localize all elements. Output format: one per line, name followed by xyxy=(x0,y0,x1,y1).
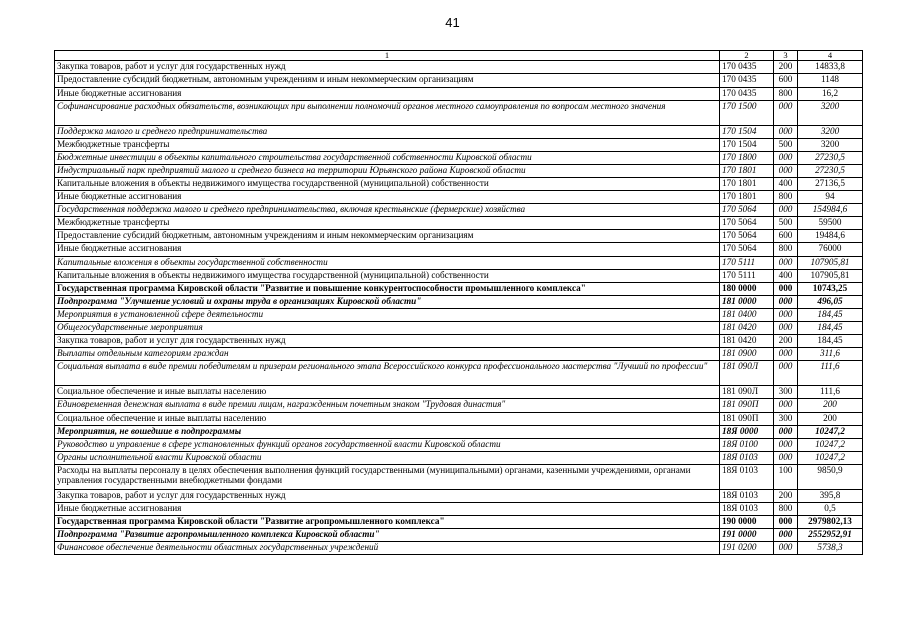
row-name-cell: Индустриальный парк предприятий малого и среднего бизнеса на территории Юрьянского района Кировской области xyxy=(55,164,720,177)
row-code-cell: 170 1801 xyxy=(720,178,774,191)
table-row xyxy=(55,516,863,529)
table-row xyxy=(55,230,863,243)
table-row xyxy=(55,87,863,100)
row-name-cell: Социальное обеспечение и иные выплаты населению xyxy=(55,386,720,399)
row-sum-cell: 19484,6 xyxy=(798,230,863,243)
row-code-cell: 170 0435 xyxy=(720,74,774,87)
row-kvr-cell: 000 xyxy=(774,100,798,125)
row-kvr-cell: 000 xyxy=(774,348,798,361)
row-code-cell: 170 5064 xyxy=(720,230,774,243)
table-row xyxy=(55,542,863,555)
row-code-cell: 170 5111 xyxy=(720,256,774,269)
row-code-cell: 181 090П xyxy=(720,412,774,425)
row-name-cell: Закупка товаров, работ и услуг для государственных нужд xyxy=(55,335,720,348)
table-row xyxy=(55,217,863,230)
row-name-cell: Бюджетные инвестиции в объекты капитального строительства государственной собственности Кировской области xyxy=(55,151,720,164)
table-row xyxy=(55,178,863,191)
row-name-cell: Расходы на выплаты персоналу в целях обеспечения выполнения функций государственными (муниципальными) органами, казенными учреждениями, органами управления государственными внебюджетными фондами xyxy=(55,464,720,489)
table-row xyxy=(55,282,863,295)
row-kvr-cell: 300 xyxy=(774,386,798,399)
row-kvr-cell: 000 xyxy=(774,125,798,138)
row-sum-cell: 27230,5 xyxy=(798,151,863,164)
row-sum-cell: 3200 xyxy=(798,100,863,125)
row-name-cell: Выплаты отдельным категориям граждан xyxy=(55,348,720,361)
row-kvr-cell: 000 xyxy=(774,322,798,335)
row-code-cell: 191 0000 xyxy=(720,529,774,542)
row-kvr-cell: 000 xyxy=(774,399,798,412)
row-name-cell: Государственная программа Кировской области "Развитие агропромышленного комплекса" xyxy=(55,516,720,529)
row-name-cell: Иные бюджетные ассигнования xyxy=(55,502,720,515)
table-row xyxy=(55,464,863,489)
row-name-cell: Капитальные вложения в объекты недвижимого имущества государственной (муниципальной) собственности xyxy=(55,178,720,191)
row-kvr-cell: 800 xyxy=(774,191,798,204)
row-kvr-cell: 800 xyxy=(774,87,798,100)
table-row xyxy=(55,399,863,412)
table-row xyxy=(55,412,863,425)
row-sum-cell: 184,45 xyxy=(798,335,863,348)
table-row xyxy=(55,100,863,125)
row-sum-cell: 16,2 xyxy=(798,87,863,100)
row-code-cell: 191 0200 xyxy=(720,542,774,555)
row-name-cell: Единовременная денежная выплата в виде премии лицам, награжденным почетным знаком "Трудовая династия" xyxy=(55,399,720,412)
row-kvr-cell: 000 xyxy=(774,425,798,438)
row-sum-cell: 311,6 xyxy=(798,348,863,361)
row-kvr-cell: 000 xyxy=(774,308,798,321)
row-sum-cell: 10247,2 xyxy=(798,425,863,438)
row-name-cell: Подпрограмма "Развитие агропромышленного комплекса Кировской области" xyxy=(55,529,720,542)
table-row xyxy=(55,138,863,151)
row-code-cell: 170 5111 xyxy=(720,269,774,282)
row-kvr-cell: 000 xyxy=(774,542,798,555)
row-sum-cell: 107905,81 xyxy=(798,269,863,282)
table-row xyxy=(55,425,863,438)
row-sum-cell: 27136,5 xyxy=(798,178,863,191)
row-kvr-cell: 600 xyxy=(774,74,798,87)
row-code-cell: 181 0900 xyxy=(720,348,774,361)
table-row xyxy=(55,322,863,335)
row-sum-cell: 59500 xyxy=(798,217,863,230)
row-sum-cell: 111,6 xyxy=(798,361,863,386)
table-row xyxy=(55,243,863,256)
row-kvr-cell: 400 xyxy=(774,178,798,191)
row-sum-cell: 5738,3 xyxy=(798,542,863,555)
page-number: 41 xyxy=(445,15,460,30)
row-name-cell: Подпрограмма "Улучшение условий и охраны труда в организациях Кировской области" xyxy=(55,295,720,308)
row-sum-cell: 200 xyxy=(798,412,863,425)
row-kvr-cell: 000 xyxy=(774,151,798,164)
row-kvr-cell: 200 xyxy=(774,489,798,502)
row-name-cell: Иные бюджетные ассигнования xyxy=(55,87,720,100)
table-row xyxy=(55,361,863,386)
row-name-cell: Иные бюджетные ассигнования xyxy=(55,243,720,256)
row-sum-cell: 3200 xyxy=(798,125,863,138)
row-name-cell: Предоставление субсидий бюджетным, автономным учреждениям и иным некоммерческим организациям xyxy=(55,74,720,87)
row-sum-cell: 184,45 xyxy=(798,308,863,321)
row-name-cell: Руководство и управление в сфере установленных функций органов государственной власти Кировской области xyxy=(55,438,720,451)
row-sum-cell: 2979802,13 xyxy=(798,516,863,529)
row-code-cell: 181 0420 xyxy=(720,322,774,335)
row-kvr-cell: 400 xyxy=(774,269,798,282)
row-name-cell: Предоставление субсидий бюджетным, автономным учреждениям и иным некоммерческим организациям xyxy=(55,230,720,243)
table-row xyxy=(55,164,863,177)
row-name-cell: Органы исполнительной власти Кировской области xyxy=(55,451,720,464)
row-name-cell: Общегосударственные мероприятия xyxy=(55,322,720,335)
row-code-cell: 170 0435 xyxy=(720,61,774,74)
row-code-cell: 181 090Л xyxy=(720,386,774,399)
table-row xyxy=(55,386,863,399)
table-row xyxy=(55,335,863,348)
table-row xyxy=(55,256,863,269)
row-name-cell: Государственная поддержка малого и среднего предпринимательства, включая крестьянские (фермерские) хозяйства xyxy=(55,204,720,217)
column-header-kvr: 3 xyxy=(774,51,798,61)
row-kvr-cell: 000 xyxy=(774,295,798,308)
row-code-cell: 18Я 0103 xyxy=(720,451,774,464)
row-code-cell: 170 0435 xyxy=(720,87,774,100)
budget-table xyxy=(54,50,863,555)
row-code-cell: 18Я 0103 xyxy=(720,502,774,515)
row-code-cell: 181 0000 xyxy=(720,295,774,308)
row-kvr-cell: 500 xyxy=(774,217,798,230)
table-row xyxy=(55,191,863,204)
row-kvr-cell: 100 xyxy=(774,464,798,489)
column-header-sum: 4 xyxy=(798,51,863,61)
row-sum-cell: 111,6 xyxy=(798,386,863,399)
row-name-cell: Межбюджетные трансферты xyxy=(55,138,720,151)
row-code-cell: 170 5064 xyxy=(720,204,774,217)
row-kvr-cell: 200 xyxy=(774,335,798,348)
row-sum-cell: 10247,2 xyxy=(798,438,863,451)
row-kvr-cell: 200 xyxy=(774,61,798,74)
row-sum-cell: 1148 xyxy=(798,74,863,87)
table-row xyxy=(55,438,863,451)
table-row xyxy=(55,308,863,321)
row-sum-cell: 154984,6 xyxy=(798,204,863,217)
row-kvr-cell: 500 xyxy=(774,138,798,151)
row-sum-cell: 3200 xyxy=(798,138,863,151)
row-code-cell: 181 0420 xyxy=(720,335,774,348)
row-sum-cell: 10743,25 xyxy=(798,282,863,295)
row-name-cell: Государственная программа Кировской области "Развитие и повышение конкурентоспособности промышленного комплекса" xyxy=(55,282,720,295)
row-sum-cell: 2552952,91 xyxy=(798,529,863,542)
row-kvr-cell: 800 xyxy=(774,502,798,515)
row-sum-cell: 10247,2 xyxy=(798,451,863,464)
row-sum-cell: 9850,9 xyxy=(798,464,863,489)
row-sum-cell: 200 xyxy=(798,399,863,412)
row-code-cell: 18Я 0100 xyxy=(720,438,774,451)
table-row xyxy=(55,489,863,502)
table-row xyxy=(55,502,863,515)
row-kvr-cell: 000 xyxy=(774,256,798,269)
row-code-cell: 18Я 0000 xyxy=(720,425,774,438)
row-code-cell: 18Я 0103 xyxy=(720,489,774,502)
row-kvr-cell: 000 xyxy=(774,516,798,529)
row-kvr-cell: 000 xyxy=(774,451,798,464)
row-kvr-cell: 000 xyxy=(774,282,798,295)
row-name-cell: Межбюджетные трансферты xyxy=(55,217,720,230)
row-name-cell: Капитальные вложения в объекты государственной собственности xyxy=(55,256,720,269)
row-sum-cell: 27230,5 xyxy=(798,164,863,177)
row-kvr-cell: 800 xyxy=(774,243,798,256)
row-kvr-cell: 000 xyxy=(774,438,798,451)
row-name-cell: Иные бюджетные ассигнования xyxy=(55,191,720,204)
row-kvr-cell: 000 xyxy=(774,164,798,177)
row-name-cell: Мероприятия, не вошедшие в подпрограммы xyxy=(55,425,720,438)
row-name-cell: Социальная выплата в виде премии победителям и призерам регионального этапа Всероссийского конкурса профессионального мастерства "Лучший по профессии" xyxy=(55,361,720,386)
row-code-cell: 181 090П xyxy=(720,399,774,412)
table-row xyxy=(55,61,863,74)
row-sum-cell: 496,05 xyxy=(798,295,863,308)
table-row xyxy=(55,348,863,361)
row-code-cell: 190 0000 xyxy=(720,516,774,529)
column-header-name: 1 xyxy=(55,51,720,61)
column-header-code: 2 xyxy=(720,51,774,61)
row-name-cell: Закупка товаров, работ и услуг для государственных нужд xyxy=(55,489,720,502)
row-code-cell: 170 1500 xyxy=(720,100,774,125)
table-row xyxy=(55,125,863,138)
row-code-cell: 170 5064 xyxy=(720,217,774,230)
table-row xyxy=(55,151,863,164)
row-name-cell: Закупка товаров, работ и услуг для государственных нужд xyxy=(55,61,720,74)
row-code-cell: 181 090Л xyxy=(720,361,774,386)
table-row xyxy=(55,451,863,464)
row-kvr-cell: 000 xyxy=(774,204,798,217)
row-code-cell: 170 1800 xyxy=(720,151,774,164)
row-code-cell: 170 1801 xyxy=(720,164,774,177)
row-code-cell: 170 5064 xyxy=(720,243,774,256)
row-code-cell: 170 1504 xyxy=(720,138,774,151)
row-sum-cell: 184,45 xyxy=(798,322,863,335)
row-sum-cell: 94 xyxy=(798,191,863,204)
table-body xyxy=(55,61,863,555)
row-code-cell: 180 0000 xyxy=(720,282,774,295)
row-sum-cell: 107905,81 xyxy=(798,256,863,269)
row-name-cell: Поддержка малого и среднего предпринимательства xyxy=(55,125,720,138)
row-kvr-cell: 000 xyxy=(774,529,798,542)
table-row xyxy=(55,74,863,87)
table-row xyxy=(55,529,863,542)
row-sum-cell: 14833,8 xyxy=(798,61,863,74)
row-name-cell: Социальное обеспечение и иные выплаты населению xyxy=(55,412,720,425)
row-sum-cell: 0,5 xyxy=(798,502,863,515)
row-sum-cell: 395,8 xyxy=(798,489,863,502)
row-name-cell: Капитальные вложения в объекты недвижимого имущества государственной (муниципальной) собственности xyxy=(55,269,720,282)
row-kvr-cell: 300 xyxy=(774,412,798,425)
row-name-cell: Софинансирование расходных обязательств, возникающих при выполнении полномочий органов местного самоуправления по вопросам местного значения xyxy=(55,100,720,125)
row-name-cell: Мероприятия в установленной сфере деятельности xyxy=(55,308,720,321)
table-header-row xyxy=(55,51,863,61)
row-kvr-cell: 000 xyxy=(774,361,798,386)
row-sum-cell: 76000 xyxy=(798,243,863,256)
row-code-cell: 181 0400 xyxy=(720,308,774,321)
row-name-cell: Финансовое обеспечение деятельности областных государственных учреждений xyxy=(55,542,720,555)
row-kvr-cell: 600 xyxy=(774,230,798,243)
row-code-cell: 18Я 0103 xyxy=(720,464,774,489)
table-row xyxy=(55,204,863,217)
row-code-cell: 170 1504 xyxy=(720,125,774,138)
table-row xyxy=(55,295,863,308)
table-row xyxy=(55,269,863,282)
row-code-cell: 170 1801 xyxy=(720,191,774,204)
